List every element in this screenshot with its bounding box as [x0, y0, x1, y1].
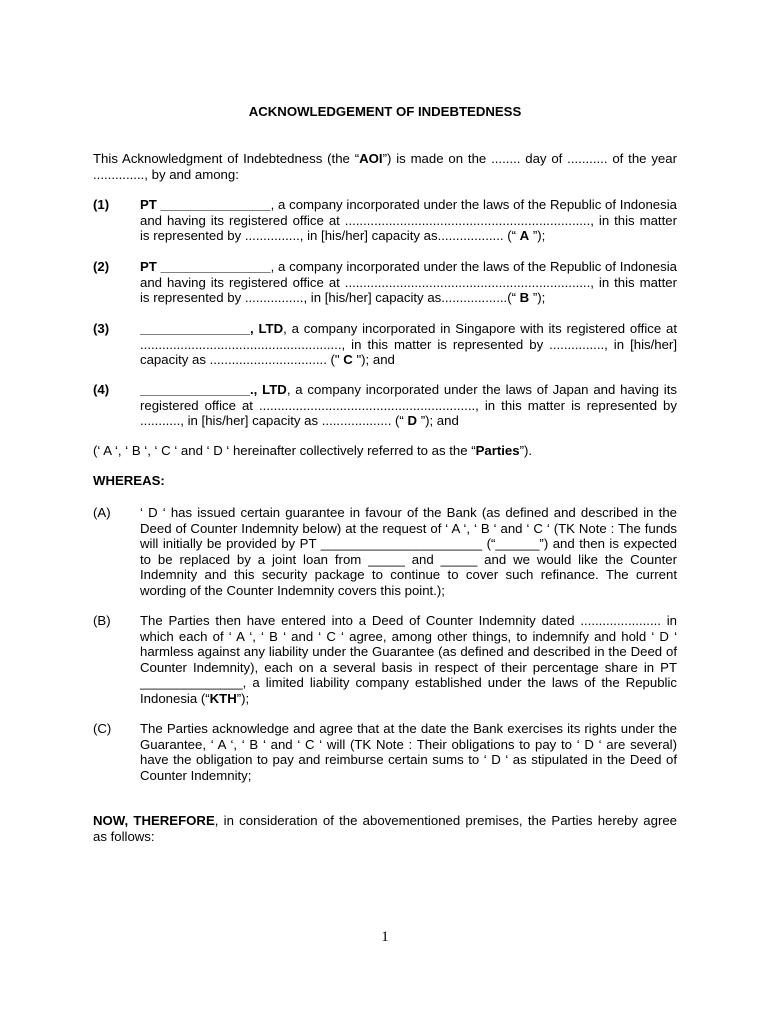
recital-item [93, 721, 677, 783]
collective-definition [93, 443, 677, 459]
party-body [140, 259, 677, 306]
parties-term: Parties [475, 443, 520, 458]
party-end: ”); [529, 290, 546, 305]
recital-body [140, 613, 677, 706]
party-code: B [519, 290, 530, 305]
recital-text: ‘ D ‘ has issued certain guarantee in favour of the Bank (as defined and described in the Deed of Counter Indemnity below) at the request of ‘ A ‘, ‘ B ‘ and ‘ C ‘ (TK Note : The funds will initially be provided by PT ______________________ (“______”) and then is expected to be replaced by a joint loan from _____ and _____ and we would like the Counter Indemnity and this security package to continue to cover such refinance. The current wording of the Counter Indemnity covers this point.); [140, 505, 677, 598]
party-item [93, 382, 677, 429]
party-code: D [407, 413, 418, 428]
party-text: , a company incorporated under the laws of the Republic of Indonesia and having its registered office at ..................................................................., in this matter is represented by ................, in [his/her] capacity as..................(“ [140, 259, 677, 305]
party-number: (4) [93, 382, 110, 397]
party-text: , a company incorporated under the laws of the Republic of Indonesia and having its registered office at ..................................................................., in this matter is represented by ..............., in [his/her] capacity as.................. (“ [140, 197, 677, 243]
party-text: , a company incorporated in Singapore with its registered office at ......................................................., in this matter is represented by ..............., in [his/her] capacity as ................................ (" [140, 321, 678, 367]
party-body [140, 382, 677, 429]
collective-text-start: (‘ A ‘, ‘ B ‘, ‘ C ‘ and ‘ D ‘ hereinafter collectively referred to as the “ [93, 443, 476, 458]
party-end: ”); [529, 228, 546, 243]
recital-text: The Parties then have entered into a Deed of Counter Indemnity dated ...................... in which each of ‘ A ‘, ‘ B ‘ and ‘ C ‘ agree, among other things, to indemnify and hold ‘ D ‘ harmless against any liability under the Guarantee (as defined and described in the Deed of Counter Indemnity), each on a several basis in respect of their percentage share in PT ______________, a limited liability company established under the laws of the Republic Indonesia (“ [140, 613, 677, 706]
party-item [93, 259, 677, 306]
recital-item [93, 613, 677, 706]
intro-text-start: This Acknowledgment of Indebtedness (the “ [93, 151, 360, 166]
whereas-heading: WHEREAS: [93, 473, 165, 488]
party-number: (2) [93, 259, 110, 274]
party-name: PT _______________ [140, 259, 271, 274]
party-end: "); and [352, 352, 395, 367]
now-therefore-lead: NOW, THEREFORE [93, 813, 215, 828]
kth-term: KTH [209, 690, 237, 706]
now-therefore-paragraph [93, 813, 677, 844]
recital-end: ”); [236, 690, 250, 706]
document-title: ACKNOWLEDGEMENT OF INDEBTEDNESS [248, 104, 522, 119]
collective-text-end: ”). [519, 443, 533, 458]
party-item [93, 197, 677, 244]
party-text: , a company incorporated under the laws of Japan and having its registered office at ..........................................................., in this matter is represented by ..........., in [his/her] capacity as ................... (“ [140, 382, 677, 428]
party-body [140, 197, 677, 244]
party-number: (3) [93, 321, 110, 336]
recital-number: (C) [93, 721, 112, 736]
party-body [140, 321, 677, 368]
party-code: A [519, 228, 530, 243]
intro-paragraph [93, 151, 677, 182]
party-name: PT _______________ [140, 197, 271, 212]
recital-item [93, 505, 677, 598]
recital-text: The Parties acknowledge and agree that at the date the Bank exercises its rights under the Guarantee, ‘ A ‘, ‘ B ‘ and ‘ C ‘ will (TK Note : Their obligations to pay to ‘ D ‘ are several) have the obligation to pay and reimburse certain sums to ‘ D ‘ as stipulated in the Deed of Counter Indemnity; [140, 721, 677, 783]
party-name: _______________, LTD [140, 321, 284, 336]
party-code: C [343, 352, 353, 367]
now-therefore-text: , in consideration of the abovementioned premises, the Parties hereby agree as follows: [93, 813, 678, 844]
intro-text-end: ”) is made on the ........ day of ........... of the year .............., by and among: [93, 151, 677, 182]
party-end: ”); and [417, 413, 459, 428]
aoi-term: AOI [359, 151, 383, 166]
party-name: _______________., LTD [140, 382, 287, 397]
recital-number: (A) [93, 505, 111, 520]
party-item [93, 321, 677, 368]
party-number: (1) [93, 197, 110, 212]
page-number: 1 [381, 929, 389, 945]
recital-number: (B) [93, 613, 111, 628]
